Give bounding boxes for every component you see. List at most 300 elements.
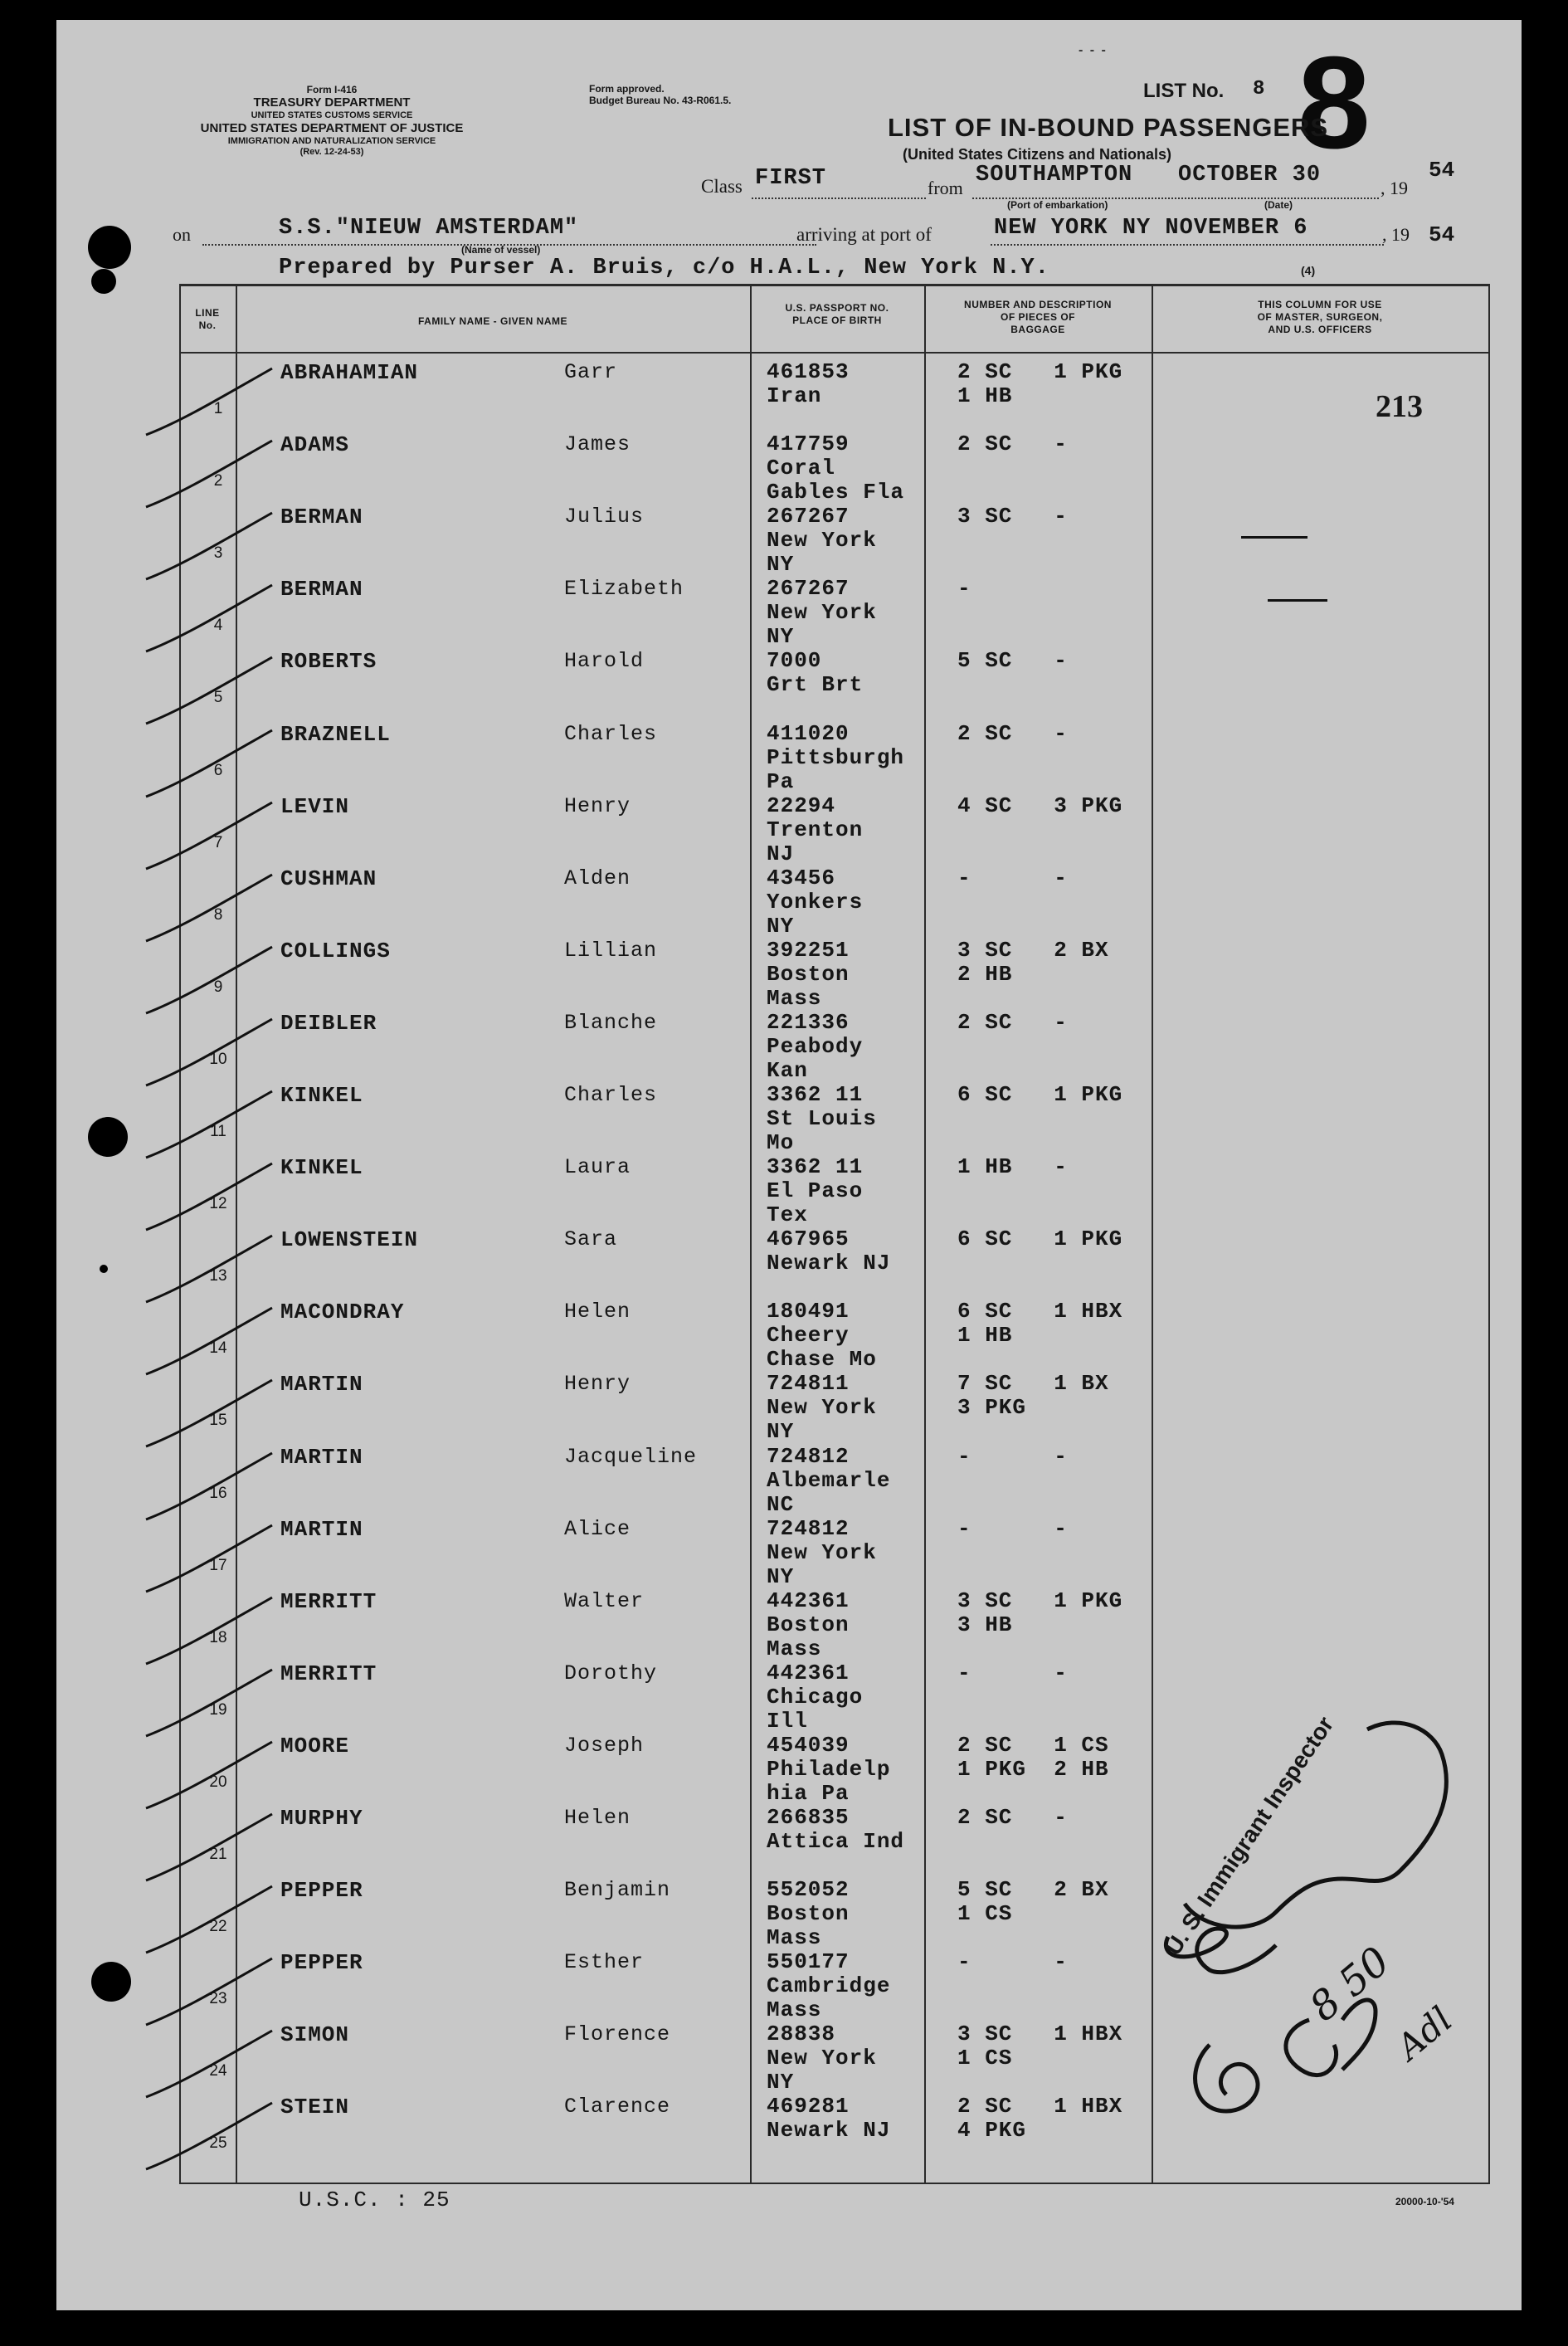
place-of-birth: Cheery [767,1323,850,1349]
check-mark-icon [139,1303,289,1378]
place-of-birth: Newark NJ [767,2118,891,2144]
baggage-line: 3 SC 1 PKG [957,1588,1123,1613]
given-name: Sara [564,1227,618,1252]
table-bottom-border [179,2183,1490,2184]
justice-dept: UNITED STATES DEPARTMENT OF JUSTICE [200,121,464,135]
line-number: 25 [209,2134,227,2153]
passport-number: 442361 [767,1660,850,1685]
line-number: 19 [209,1700,227,1719]
check-mark-icon [139,1737,289,1812]
line-number: 7 [213,833,223,851]
line-number: 20 [209,1773,227,1791]
baggage-line: 1 HB [957,383,1013,408]
place-of-birth: Boston [767,961,850,987]
baggage-line: 1 HB - [957,1154,1068,1180]
table-row [56,360,1522,432]
arrival-port-date: NEW YORK NY NOVEMBER 6 [994,216,1308,241]
check-mark-icon [139,1953,289,2028]
baggage-line: 7 SC 1 BX [957,1371,1109,1397]
family-name: ADAMS [280,432,350,458]
passport-number: 724811 [767,1371,850,1397]
passport-number: 467965 [767,1227,850,1252]
baggage-line: - - [957,865,1068,890]
family-name: KINKEL [280,1155,363,1181]
prepared-by: Prepared by Purser A. Bruis, c/o H.A.L., New York N.Y. [279,256,1049,280]
place-of-birth: New York [767,600,877,626]
table-row [56,1589,1522,1661]
passport-number: 7000 [767,648,822,674]
place-of-birth: Philadelp [767,1756,891,1782]
place-of-birth: NJ [767,841,795,866]
baggage-line: - - [957,1515,1068,1541]
place-of-birth: Pa [767,768,795,794]
table-row [56,1227,1522,1300]
check-mark-icon [139,1086,289,1161]
passport-birth [767,2022,877,2095]
line-number: 12 [209,1195,227,1213]
place-of-birth: Yonkers [767,889,864,915]
baggage [957,360,1122,408]
place-of-birth: Trenton [767,817,864,842]
place-of-birth: NY [767,552,795,578]
given-name: Charles [564,721,658,746]
line-number: 6 [213,761,223,779]
passport-birth [767,1878,850,1950]
sheet-note: (4) [1301,264,1316,277]
vessel-name: S.S."NIEUW AMSTERDAM" [279,216,579,241]
place-of-birth: Attica Ind [767,1829,905,1854]
table-row [56,1155,1522,1227]
given-name: Clarence [564,2095,671,2119]
check-mark-icon [139,1665,289,1739]
line-number: 11 [210,1123,226,1140]
baggage [957,1806,1068,1830]
line-number: 16 [209,1484,227,1502]
date-caption: (Date) [1264,199,1293,211]
place-of-birth: Albemarle [767,1467,891,1493]
baggage [957,794,1122,818]
baggage [957,939,1109,987]
line-number: 3 [213,544,223,563]
check-mark-icon [139,652,289,727]
family-name: MOORE [280,1733,350,1758]
col-header-name: FAMILY NAME - GIVEN NAME [417,315,568,327]
year-prefix: , 19 [1381,178,1408,198]
check-mark-icon [139,1014,289,1089]
passport-number: 461853 [767,359,850,384]
passport-birth [767,1517,877,1589]
baggage-line: - [957,576,971,602]
passport-birth [767,1589,850,1661]
passport-number: 411020 [767,720,850,746]
baggage [957,1878,1109,1926]
family-name: MARTIN [280,1372,363,1397]
given-name: Lillian [564,938,658,963]
baggage [957,577,971,601]
family-name: BRAZNELL [280,721,391,747]
table-row [56,649,1522,721]
passport-birth [767,939,850,1011]
baggage-line: - - [957,1949,1068,1975]
given-name: Jacqueline [564,1444,698,1469]
place-of-birth: Chicago [767,1684,864,1710]
passport-number: 267267 [767,576,850,602]
family-name: DEIBLER [280,1010,377,1036]
baggage-line: 1 HB [957,1323,1013,1349]
passport-number: 550177 [767,1949,850,1975]
passport-number: 552052 [767,1877,850,1903]
list-title: LIST OF IN-BOUND PASSENGERS [888,113,1329,142]
given-name: Alden [564,866,631,890]
budget-bureau: Budget Bureau No. 43-R061.5. [589,95,732,106]
passport-birth [767,794,863,866]
family-name: ROBERTS [280,649,377,675]
baggage-line: 1 CS [957,1901,1013,1927]
passport-number: 454039 [767,1732,850,1758]
arrival-year-prefix: , 19 [1382,224,1410,245]
line-number: 23 [209,1990,227,2008]
check-mark-icon [139,1592,289,1667]
from-label: from [928,178,963,198]
family-name: SIMON [280,2022,350,2048]
class-label: Class [701,176,743,197]
check-mark-icon [139,870,289,944]
baggage-line: 3 HB [957,1612,1013,1637]
baggage-line: 4 PKG [957,2118,1027,2144]
place-of-birth: St Louis [767,1106,877,1131]
passport-number: 3362 11 [767,1082,864,1107]
big-list-number: 8 [1298,30,1371,176]
given-name: Helen [564,1806,631,1830]
family-name: MURPHY [280,1806,363,1831]
given-name: Blanche [564,1010,658,1035]
baggage [957,1083,1122,1107]
port-of-embarkation: SOUTHAMPTON [976,163,1133,188]
check-mark-icon [139,1881,289,1956]
passport-birth [767,1950,890,2022]
table-top-border [179,284,1490,286]
family-name: LEVIN [280,793,350,819]
passport-birth [767,1155,863,1227]
table-row [56,722,1522,794]
line-number: 2 [213,472,223,490]
check-mark-icon [139,1809,289,1884]
line-number: 17 [209,1556,227,1574]
table-row [56,794,1522,866]
family-name: ABRAHAMIAN [280,360,419,385]
baggage-line: - - [957,1660,1068,1685]
customs-service: UNITED STATES CUSTOMS SERVICE [251,110,413,120]
list-number: 8 [1253,78,1265,100]
given-name: Walter [564,1588,645,1613]
line-number: 22 [209,1918,227,1936]
place-of-birth: Tex [767,1202,808,1228]
passport-birth [767,649,863,697]
baggage-line: 5 SC 2 BX [957,1877,1109,1903]
form-approved: Form approved. [589,83,665,95]
place-of-birth: Ill [767,1708,808,1734]
given-name: Charles [564,1083,658,1107]
check-mark-icon [139,436,289,510]
passport-number: 267267 [767,504,850,529]
passport-number: 22294 [767,793,836,818]
place-of-birth: hia Pa [767,1780,850,1806]
baggage-line: 2 SC 1 HBX [957,2094,1123,2119]
place-of-birth: Cambridge [767,1973,891,1999]
passport-number: 724812 [767,1443,850,1469]
passport-birth [767,360,850,408]
family-name: CUSHMAN [280,866,377,891]
line-number: 1 [213,400,223,417]
baggage [957,1517,1068,1541]
arrival-year: 54 [1429,222,1455,247]
baggage-line: 2 SC - [957,1805,1068,1830]
check-mark-icon [139,1520,289,1595]
place-of-birth: Mass [767,985,822,1011]
line-number: 15 [209,1412,227,1430]
handwritten-number: 8 50 [1301,1938,1399,2031]
passport-birth [767,505,877,577]
baggage-line: 6 SC 1 PKG [957,1082,1123,1107]
passport-birth [767,1806,904,1854]
on-label: on [173,224,191,245]
line-number: 21 [209,1846,227,1863]
place-of-birth: Mass [767,1636,822,1661]
table-row [56,1083,1522,1155]
passport-birth [767,1083,877,1155]
place-of-birth: El Paso [767,1178,864,1204]
baggage [957,1155,1068,1179]
baggage-line: 2 SC 1 CS [957,1732,1109,1758]
line-number: 13 [209,1267,227,1285]
family-name: MERRITT [280,1588,377,1614]
place-of-birth: NC [767,1491,795,1517]
family-name: KINKEL [280,1083,363,1108]
passport-number: 28838 [767,2022,836,2047]
given-name: James [564,432,631,457]
treasury-dept: TREASURY DEPARTMENT [253,95,411,110]
table-row [56,1445,1522,1517]
baggage-line: 2 SC - [957,432,1068,457]
baggage [957,1734,1109,1782]
family-name: MARTIN [280,1444,363,1470]
arriving-label: arriving at port of [796,224,932,245]
place-of-birth: NY [767,913,795,939]
family-name: STEIN [280,2095,350,2120]
passport-birth [767,432,904,505]
passport-number: 442361 [767,1588,850,1613]
line-number: 10 [209,1050,227,1068]
baggage [957,1950,1068,1974]
table-row [56,939,1522,1011]
place-of-birth: New York [767,1539,877,1565]
place-of-birth: Peabody [767,1033,864,1059]
list-label: LIST No. [1143,80,1225,102]
baggage [957,866,1068,890]
family-name: MARTIN [280,1516,363,1542]
baggage [957,505,1068,529]
col-header-baggage: NUMBER AND DESCRIPTION OF PIECES OF BAGGAGE [964,299,1112,335]
officer-dash [1241,536,1307,539]
col-header-line-no: LINE No. [195,307,220,331]
table-row [56,1011,1522,1083]
print-code: 20000-10-'54 [1395,2196,1454,2207]
vessel-caption: (Name of vessel) [461,244,541,256]
passport-birth [767,1372,877,1444]
passport-birth [767,1445,890,1517]
check-mark-icon [139,508,289,583]
place-of-birth: Newark NJ [767,1251,891,1276]
place-of-birth: Mass [767,1925,822,1951]
passport-birth [767,1734,890,1806]
place-of-birth: New York [767,2046,877,2071]
baggage-line: 3 PKG [957,1395,1027,1421]
check-mark-icon [139,797,289,872]
passport-number: 3362 11 [767,1154,864,1180]
passport-number: 724812 [767,1515,850,1541]
baggage-line: 3 SC 1 HBX [957,2022,1123,2047]
passport-number: 266835 [767,1805,850,1830]
baggage-line: 6 SC 1 PKG [957,1227,1123,1252]
baggage [957,2095,1122,2143]
place-of-birth: Coral [767,456,836,481]
place-of-birth: Gables Fla [767,480,905,505]
embarkation-year: 54 [1429,158,1455,183]
check-mark-icon [139,1375,289,1450]
passport-birth [767,722,904,794]
place-of-birth: Boston [767,1901,850,1927]
given-name: Julius [564,505,645,529]
place-of-birth: New York [767,528,877,554]
passport-birth [767,1661,863,1734]
col-header-officers: THIS COLUMN FOR USE OF MASTER, SURGEON, AND U.S. OFFICERS [1257,299,1383,335]
given-name: Dorothy [564,1661,658,1685]
baggage-line: - - [957,1443,1068,1469]
table-row [56,505,1522,577]
passport-number: 180491 [767,1299,850,1324]
line-number: 18 [209,1628,227,1646]
check-mark-icon [139,580,289,655]
passport-birth [767,1011,863,1083]
baggage-line: 1 CS [957,2046,1013,2071]
family-name: PEPPER [280,1950,363,1976]
baggage-line: 2 SC - [957,1009,1068,1035]
baggage [957,1372,1109,1420]
table-row [56,1300,1522,1372]
class-value: FIRST [755,166,827,191]
place-of-birth: Boston [767,1612,850,1637]
baggage [957,1227,1122,1251]
place-of-birth: Kan [767,1057,808,1083]
family-name: BERMAN [280,505,363,530]
baggage [957,1011,1068,1035]
line-number: 14 [209,1339,227,1358]
place-of-birth: NY [767,1419,795,1445]
baggage [957,649,1068,673]
punch-hole [88,226,131,269]
place-of-birth: NY [767,624,795,650]
place-of-birth: New York [767,1395,877,1421]
place-of-birth: Chase Mo [767,1347,877,1373]
given-name: Joseph [564,1733,645,1758]
baggage [957,1589,1122,1637]
check-mark-icon [139,2098,289,2173]
passport-number: 392251 [767,937,850,963]
baggage [957,432,1068,456]
baggage-line: 2 SC - [957,720,1068,746]
place-of-birth: NY [767,2070,795,2095]
passport-number: 469281 [767,2094,850,2119]
col-header-passport: U.S. PASSPORT NO. PLACE OF BIRTH [785,302,889,326]
place-of-birth: Pittsburgh [767,744,905,770]
check-mark-icon [139,1158,289,1233]
baggage-line: 2 SC 1 PKG [957,359,1123,384]
place-of-birth: NY [767,1563,795,1589]
given-name: Florence [564,2022,671,2047]
baggage [957,722,1068,746]
baggage-line: 3 SC 2 BX [957,937,1109,963]
baggage-line: 3 SC - [957,504,1068,529]
check-mark-icon [139,363,289,438]
inspector-stamp: U. S. Immigrant Inspector [1160,1711,1339,1960]
form-revision: (Rev. 12-24-53) [299,147,364,157]
table-row [56,866,1522,939]
handwritten-initials: Adl [1389,1998,1460,2068]
embarkation-date: OCTOBER 30 [1178,163,1322,188]
header-divider [179,352,1490,354]
family-name: BERMAN [280,577,363,602]
officer-dash [1268,599,1327,602]
family-name: MACONDRAY [280,1300,405,1325]
check-mark-icon [139,1448,289,1523]
passport-birth [767,1227,890,1275]
family-name: LOWENSTEIN [280,1227,419,1253]
given-name: Garr [564,360,618,384]
check-mark-icon [139,942,289,1017]
baggage [957,1300,1122,1348]
table-row [56,432,1522,505]
place-of-birth: Mass [767,1997,822,2023]
passport-birth [767,577,877,649]
punch-hole [91,269,116,294]
baggage-line: 4 SC 3 PKG [957,793,1123,818]
family-name: PEPPER [280,1878,363,1904]
check-mark-icon [139,725,289,800]
check-mark-icon [139,2026,289,2100]
given-name: Elizabeth [564,577,684,602]
place-of-birth: Iran [767,383,822,408]
baggage [957,2022,1122,2070]
passport-number: 417759 [767,432,850,457]
given-name: Benjamin [564,1878,671,1903]
line-number: 8 [213,905,223,924]
family-name: MERRITT [280,1661,377,1686]
form-number: Form I-416 [306,84,358,95]
place-of-birth: Grt Brt [767,672,864,698]
baggage-line: 1 PKG 2 HB [957,1756,1109,1782]
given-name: Henry [564,793,631,818]
place-of-birth: Mo [767,1130,795,1155]
given-name: Esther [564,1950,645,1975]
line-number: 5 [213,689,223,707]
given-name: Harold [564,649,645,674]
given-name: Helen [564,1300,631,1324]
baggage-line: 6 SC 1 HBX [957,1299,1123,1324]
passport-birth [767,1300,877,1372]
given-name: Alice [564,1516,631,1541]
passport-number: 221336 [767,1009,850,1035]
baggage-line: 5 SC - [957,648,1068,674]
